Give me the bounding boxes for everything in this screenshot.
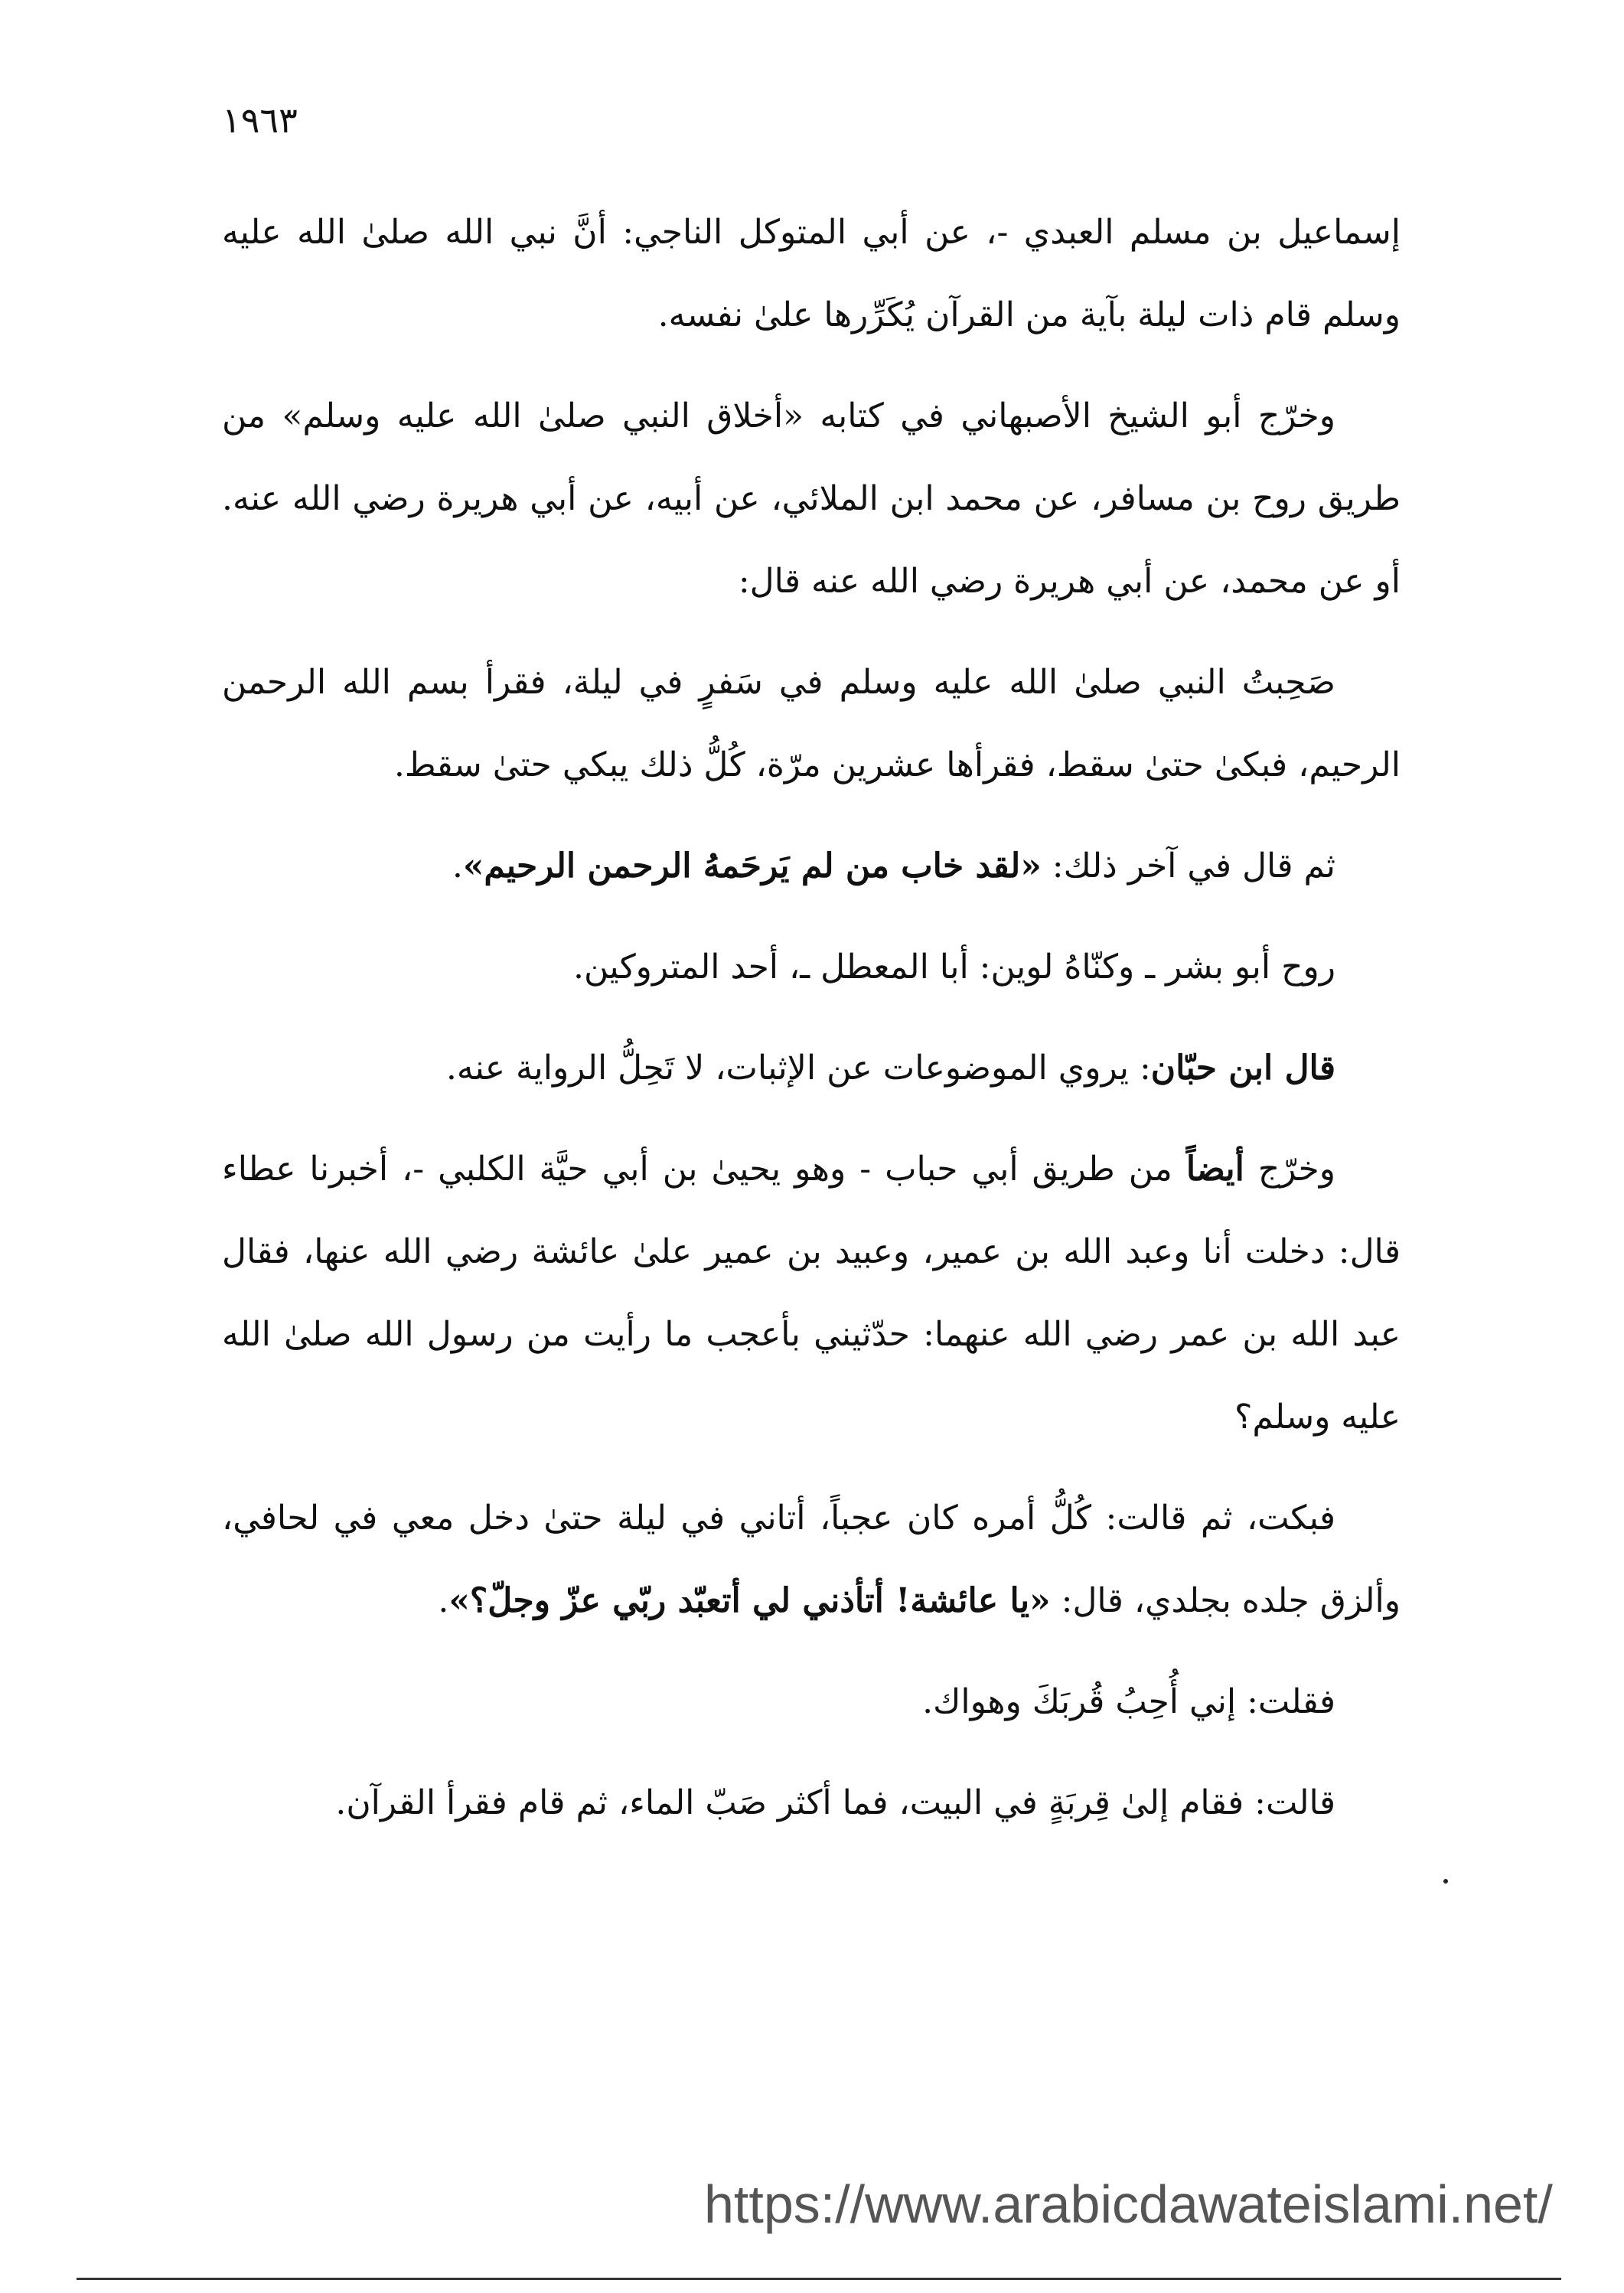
- paragraph-5-text: روح أبو بشر ـ وكنّاهُ لوين: أبا المعطل ـ، أحد المتروكين.: [572, 948, 1335, 987]
- paragraph-7-tail: من طريق أبي حباب - وهو يحيىٰ بن أبي حيَّة الكلبي -، أخبرنا عطاء قال: دخلت أنا وعبد الله بن عمير، وعبيد بن عمير علىٰ عائشة رضي الله عنها، فقال عبد الله بن عمر رضي الله عنهما: حدّثيني بأعجب ما رأيت من رسول الله صلىٰ الله عليه وسلم؟: [222, 1150, 1401, 1437]
- bottom-rule: [77, 2278, 1561, 2280]
- paragraph-9: [222, 1661, 1401, 1743]
- scan-speck: [1443, 1879, 1448, 1884]
- page-body: [222, 191, 1401, 1863]
- paragraph-4: [222, 825, 1401, 908]
- paragraph-5: [222, 926, 1401, 1009]
- paragraph-4-quote: «لقد خاب من لم يَرحَمهُ الرحمن الرحيم»: [462, 846, 1042, 886]
- paragraph-6: [222, 1027, 1401, 1110]
- paragraph-7: [222, 1128, 1401, 1459]
- paragraph-8-quote: «يا عائشة! أتأذني لي أتعبّد ربّي عزّ وجلّ؟»: [448, 1581, 1051, 1620]
- paragraph-10: [222, 1762, 1401, 1845]
- paragraph-7-emphasis: أيضاً: [1185, 1150, 1244, 1189]
- paragraph-4-tail: .: [452, 846, 463, 886]
- paragraph-10-text: قالت: فقام إلىٰ قِربَةٍ في البيت، فما أكثر صَبّ الماء، ثم قام فقرأ القرآن.: [335, 1783, 1335, 1822]
- watermark-url: https://www.arabicdawateislami.net/: [704, 2174, 1553, 2234]
- paragraph-4-lead: ثم قال في آخر ذلك:: [1041, 846, 1335, 886]
- paragraph-8-tail: .: [438, 1581, 449, 1620]
- paragraph-1: [222, 191, 1401, 357]
- paragraph-2-text: وخرّج أبو الشيخ الأصبهاني في كتابه «أخلاق النبي صلىٰ الله عليه وسلم» من طريق روح بن مسافر، عن محمد ابن الملائي، عن أبيه، عن أبي هريرة رضي الله عنه. أو عن محمد، عن أبي هريرة رضي الله عنه قال:: [222, 396, 1401, 601]
- paragraph-2: [222, 375, 1401, 623]
- page-number: ١٩٦٣: [222, 99, 298, 141]
- paragraph-3-text: صَحِبتُ النبي صلىٰ الله عليه وسلم في سَفرٍ في ليلة، فقرأ بسم الله الرحمن الرحيم، فبكىٰ حتىٰ سقط، فقرأها عشرين مرّة، كُلُّ ذلك يبكي حتىٰ سقط.: [222, 663, 1401, 784]
- paragraph-8: [222, 1477, 1401, 1642]
- paragraph-6-tail: : يروي الموضوعات عن الإثبات، لا تَحِلُّ الرواية عنه.: [445, 1049, 1151, 1088]
- paragraph-9-text: فقلت: إني أُحِبُ قُربَكَ وهواك.: [922, 1682, 1335, 1721]
- paragraph-3: [222, 641, 1401, 807]
- paragraph-8-lead: فبكت، ثم قالت: كُلُّ أمره كان عجباً، أتاني في ليلة حتىٰ دخل معي في لحافي، وألزق جلده بجلدي، قال:: [222, 1499, 1401, 1620]
- paragraph-1-text: إسماعيل بن مسلم العبدي -، عن أبي المتوكل الناجي: أنَّ نبي الله صلىٰ الله عليه وسلم قام ذات ليلة بآية من القرآن يُكَرِّرها علىٰ نفسه.: [222, 213, 1401, 334]
- paragraph-6-speaker: قال ابن حبّان: [1150, 1049, 1335, 1088]
- paragraph-7-lead: وخرّج: [1244, 1150, 1335, 1189]
